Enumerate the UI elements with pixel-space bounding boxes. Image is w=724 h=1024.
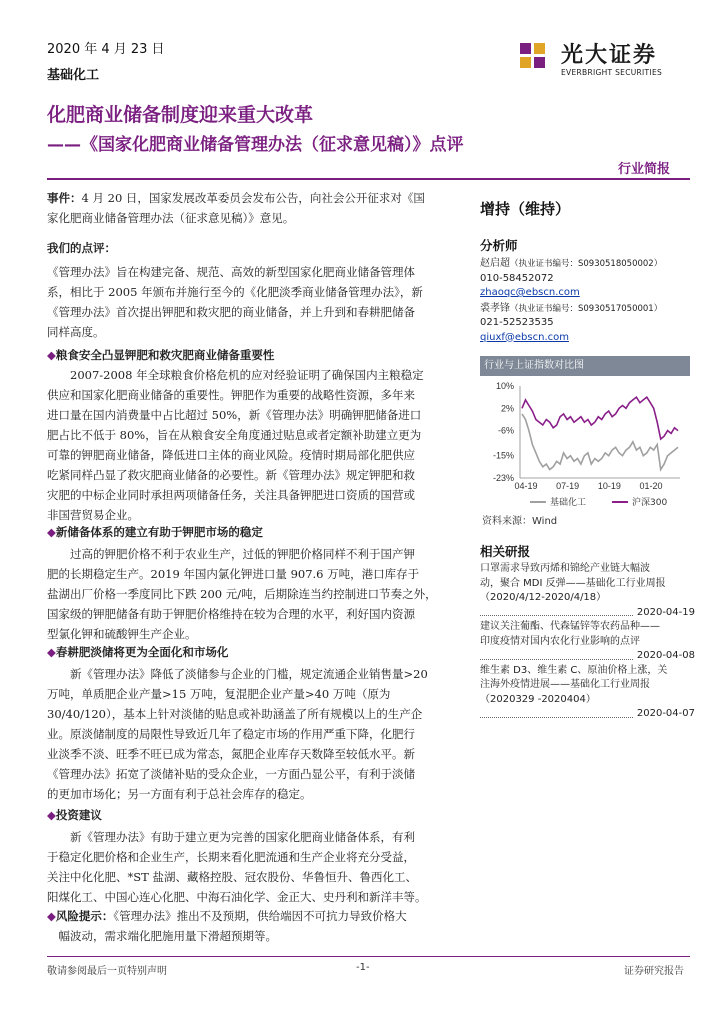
section-1-line: 供应和国家化肥商业储备的重要性。钾肥作为重要的战略性资源，多年来 — [47, 388, 415, 402]
diamond-bullet-icon: ◆ — [47, 808, 56, 822]
analyst-1 — [480, 257, 695, 301]
legend-label-csi300: 沪深300 — [632, 498, 668, 508]
rating: 增持（维持） — [480, 200, 571, 218]
intro-line: 《管理办法》首次提出钾肥和救灾肥的商业储备，并上升到和春耕肥储备 — [47, 305, 415, 319]
comparison-chart — [480, 356, 690, 526]
diamond-bullet-icon: ◆ — [47, 348, 56, 362]
analyst-heading: 分析师 — [480, 238, 518, 253]
intro-paragraph — [47, 262, 462, 342]
section-3-line: 《管理办法》拓宽了淡储补贴的受众企业，一方面凸显公平，有利于淡储 — [47, 767, 415, 781]
risk-text-line-1: 《管理办法》推出不及预期，供给端因不可抗力导致价格大 — [113, 909, 407, 923]
section-4-line: 新《管理办法》有助于建立更为完善的国家化肥商业储备体系，有利 — [70, 830, 415, 844]
event-paragraph — [47, 188, 462, 228]
related-report-2-line: 建议关注葡酯、代森锰锌等农药品种—— — [480, 621, 660, 632]
related-report-3-line: 维生素 D3、维生素 C、原油价格上涨，关 — [480, 664, 668, 676]
x-tick-label: 07-19 — [556, 481, 580, 491]
analyst-2-email[interactable]: qiuxf@ebscn.com — [480, 331, 569, 343]
chart-source: 资料来源：Wind — [482, 516, 558, 527]
section-1-line: 肥占比不低于 80%，旨在从粮食安全角度通过贴息或者定额补助建立更为 — [47, 428, 422, 442]
series-line-csi300 — [522, 397, 678, 439]
y-tick-label: 10% — [495, 381, 514, 391]
footer-divider — [47, 956, 690, 957]
dotted-leader — [480, 606, 633, 617]
section-2-heading — [47, 522, 462, 542]
analyst-block — [480, 236, 695, 345]
report-subtitle: ——《国家化肥商业储备管理办法（征求意见稿）》点评 — [47, 135, 464, 155]
chart-title: 行业与上证指数对比图 — [480, 356, 690, 376]
section-2-line: 盐湖出厂价格一季度同比下跌 200 元/吨，后期除连当约控制进口节奏之外， — [47, 587, 437, 601]
dotted-leader — [480, 649, 633, 660]
report-title: 化肥商业储备制度迎来重大改革 — [47, 104, 314, 126]
section-3-heading — [47, 642, 462, 662]
chart-plot — [480, 378, 690, 528]
related-report-3[interactable] — [480, 664, 695, 722]
logo-english-name: EVERBRIGHT SECURITIES — [561, 68, 663, 77]
intro-line: 《管理办法》旨在构建完备、规范、高效的新型国家化肥商业储备管理体 — [47, 265, 415, 279]
intro-line: 同样高度。 — [47, 325, 105, 339]
section-3-body — [47, 664, 462, 804]
risk-label: 风险提示： — [55, 909, 114, 923]
section-1-heading — [47, 345, 462, 365]
section-4-heading — [47, 805, 462, 825]
section-1-line: 非国营贸易企业。 — [47, 508, 139, 522]
y-tick-label: 2% — [500, 403, 514, 414]
analyst-2-phone: 021-52523535 — [480, 317, 554, 328]
section-3-line: 新《管理办法》降低了淡储参与企业的门槛，规定流通企业销售量>20 — [70, 667, 428, 681]
analyst-1-cert: （执业证书编号：S0930518050002） — [510, 259, 663, 269]
related-report-3-line: 注海外疫情进展——基础化工行业周报 — [480, 679, 650, 690]
diamond-bullet-icon: ◆ — [47, 525, 56, 539]
header-divider — [47, 178, 690, 180]
section-2-line: 型氯化钾和硫酸钾生产企业。 — [47, 627, 197, 641]
section-1-body — [47, 365, 462, 525]
page-number: -1- — [356, 962, 370, 973]
related-report-2-date: 2020-04-08 — [636, 650, 695, 661]
logo-chinese-name: 光大证券 — [561, 42, 658, 68]
related-report-1[interactable] — [480, 562, 695, 620]
event-text-line-1: 4 月 20 日，国家发展改革委员会发布公告，向社会公开征求对《国 — [81, 191, 425, 205]
footer-label: 证券研究报告 — [624, 966, 684, 977]
section-2-body — [47, 544, 462, 644]
risk-text-line-2: 幅波动，需求端化肥施用量下滑超预期等。 — [58, 929, 277, 943]
y-tick-label: -23% — [492, 473, 514, 483]
section-1-line: 吃紧同样凸显了救灾肥商业储备的必要性。新《管理办法》规定钾肥和救 — [47, 468, 415, 482]
y-tick-label: -15% — [492, 450, 514, 461]
analyst-2-cert: （执业证书编号：S0930517050001） — [510, 303, 663, 314]
related-report-3-date: 2020-04-07 — [636, 708, 695, 719]
section-3-line: 业淡季不淡、旺季不旺已成为常态，氮肥企业库存天数降至较低水平。新 — [47, 747, 415, 761]
analyst-1-phone: 010-58452072 — [480, 272, 554, 284]
section-4-line: 关注中化化肥、*ST 盐湖、藏格控股、冠农股份、华鲁恒升、鲁西化工、 — [47, 870, 417, 884]
related-report-1-line: 口罩需求导致丙烯和锦纶产业链大幅波 — [480, 563, 650, 574]
section-4-body — [47, 827, 462, 907]
industry-label: 基础化工 — [47, 68, 100, 83]
analyst-2 — [480, 302, 695, 346]
event-text-line-2: 家化肥商业储备管理办法（征求意见稿）》意见。 — [47, 211, 295, 225]
company-logo — [517, 38, 677, 78]
x-tick-label: 10-19 — [597, 481, 621, 491]
section-3-line: 30/40/120），基本上针对淡储的贴息或补助涵盖了所有规模以上的生产企 — [47, 707, 423, 721]
section-4-title: 投资建议 — [55, 808, 102, 822]
intro-line: 系，相比于 2005 年颁布并施行至今的《化肥淡季商业储备管理办法》，新 — [47, 285, 423, 299]
related-heading: 相关研报 — [480, 544, 531, 559]
section-2-line: 肥的长期稳定生产。2019 年国内氯化钾进口量 907.6 万吨，港口库存于 — [47, 567, 420, 581]
analyst-2-name: 裘孝锋 — [480, 302, 510, 314]
risk-paragraph — [47, 906, 462, 946]
related-report-1-line: 动，聚合 MDI 反弹——基础化工行业周报 — [480, 577, 666, 589]
report-type: 行业简报 — [618, 162, 671, 177]
section-1-title: 粮食安全凸显钾肥和救灾肥商业储备重要性 — [55, 348, 275, 362]
section-2-line: 过高的钾肥价格不利于农业生产，过低的钾肥价格同样不利于国产钾 — [70, 547, 415, 561]
section-2-line: 国家级的钾肥储备有助于钾肥价格维持在较为合理的水平，利好国内资源 — [47, 607, 415, 621]
dotted-leader — [480, 707, 633, 718]
legend-label-chemicals: 基础化工 — [550, 498, 587, 508]
section-4-line: 于稳定化肥价格和企业生产，长期来看化肥流通和生产企业将充分受益， — [47, 850, 415, 864]
section-3-title: 春耕肥淡储将更为全面化和市场化 — [55, 645, 229, 659]
analyst-1-email[interactable]: zhaoqc@ebscn.com — [480, 287, 580, 298]
x-tick-label: 01-20 — [639, 481, 663, 491]
section-2-title: 新储备体系的建立有助于钾肥市场的稳定 — [55, 525, 263, 539]
diamond-bullet-icon: ◆ — [47, 909, 56, 923]
related-report-2[interactable] — [480, 620, 695, 664]
section-3-line: 业。原淡储制度的局限性导致近几年了稳定市场的作用严重下降，化肥行 — [47, 727, 415, 741]
related-reports — [480, 542, 695, 722]
logo-mark-icon — [517, 40, 555, 78]
report-date: 2020 年 4 月 23 日 — [47, 42, 165, 57]
diamond-bullet-icon: ◆ — [47, 645, 56, 659]
section-1-line: 2007-2008 年全球粮食价格危机的应对经验证明了确保国内主粮稳定 — [70, 368, 424, 382]
analyst-1-name: 赵启超 — [480, 258, 510, 269]
footer-disclaimer: 敬请参阅最后一页特别声明 — [47, 966, 167, 977]
event-label: 事件： — [47, 191, 82, 205]
comment-heading: 我们的点评： — [47, 241, 116, 255]
section-1-line: 可靠的钾肥商业储备，降低进口主体的商业风险。疫情时期局部化肥供应 — [47, 448, 415, 462]
x-tick-label: 04-19 — [514, 481, 538, 491]
section-3-line: 的更加市场化；另一方面有利于总社会库存的稳定。 — [47, 787, 312, 801]
related-report-2-line: 印度疫情对国内农化行业影响的点评 — [480, 635, 640, 647]
related-report-1-date: 2020-04-19 — [636, 606, 695, 618]
section-4-line: 阳煤化工、中国心连心化肥、中海石油化学、金正大、史丹利和新洋丰等。 — [47, 890, 427, 904]
section-1-line: 灾肥的中标企业同时承担两项储备任务，关注具备钾肥进口资质的国营或 — [47, 488, 415, 502]
section-1-line: 进口量在国内消费量中占比超过 50%，新《管理办法》明确钾肥储备进口 — [47, 408, 422, 422]
y-tick-label: -6% — [497, 425, 514, 436]
related-report-3-line: （2020329 -2020404） — [480, 693, 596, 705]
section-3-line: 万吨，单质肥企业产量>15 万吨，复混肥企业产量>40 万吨（原为 — [47, 687, 391, 701]
related-report-1-line: （2020/4/12-2020/4/18） — [480, 592, 607, 603]
